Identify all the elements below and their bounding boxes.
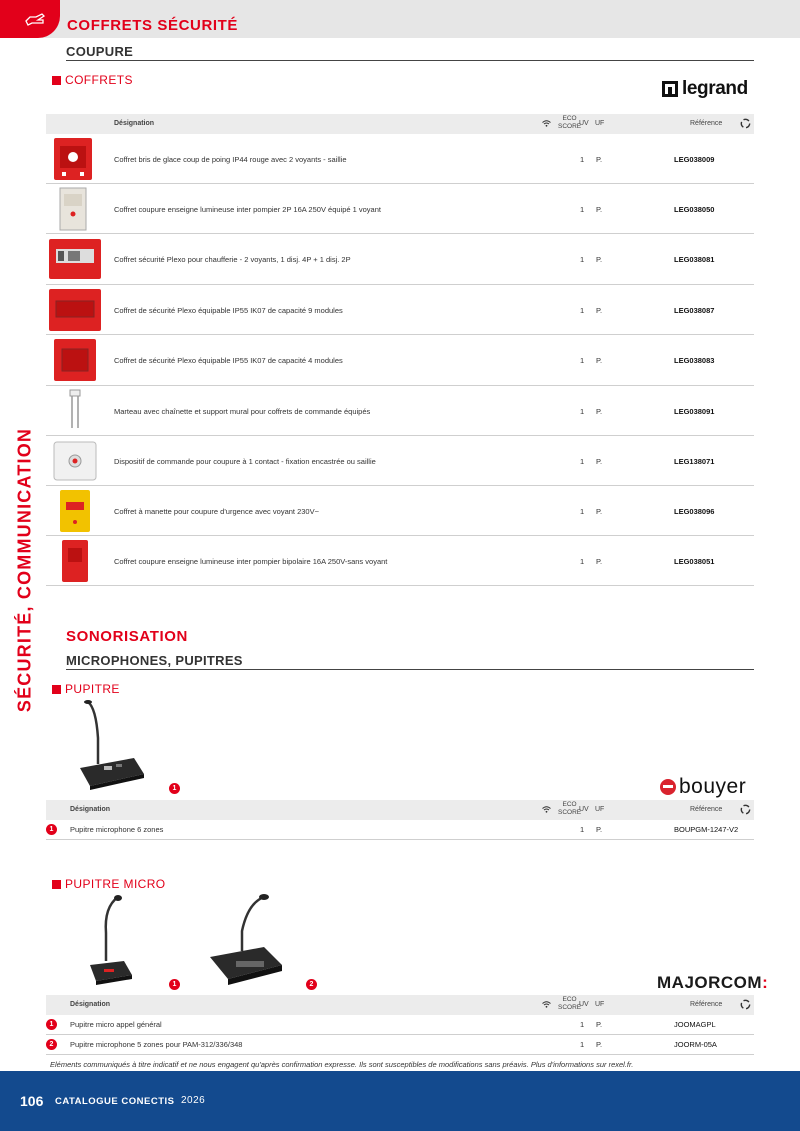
product-image-plexo-9-modules <box>48 287 102 333</box>
table-header-coffrets <box>46 114 754 134</box>
majorcom-logo: MAJORCOM: <box>657 973 769 992</box>
catalogue-name: CATALOGUE CONECTIS <box>55 1096 175 1107</box>
bouyer-mark-icon <box>660 779 676 795</box>
product-image-pupitre-5-zones <box>206 891 286 987</box>
col-eco-score: ECO SCORE <box>558 801 582 816</box>
product-image-dispositif-commande <box>48 438 102 484</box>
sidebar-category <box>10 420 40 720</box>
col-reference: Référence <box>690 1001 723 1008</box>
product-image-plexo-chaufferie <box>48 237 102 281</box>
row-marker: 1 <box>46 824 57 835</box>
table-row: Coffret coupure enseigne lumineuse inter pompier bipolaire 16A 250V-sans voyant 1 P. LEG038051 <box>46 536 754 586</box>
table-row: Coffret de sécurité Plexo équipable IP55 IK07 de capacité 4 modules 1 P. LEG038083 <box>46 335 754 386</box>
legrand-mark-icon <box>662 81 678 97</box>
square-bullet-icon <box>52 880 61 889</box>
recycle-icon <box>740 999 751 1010</box>
wifi-icon <box>542 806 551 813</box>
disclaimer-text: Eléments communiqués à titre indicatif et ne nous engagent qu'après confirmation expresse. Ils sont susceptibles de modifications sans préavis. Plus d'informations sur rexel.fr. <box>50 1060 634 1069</box>
section-title: COFFRETS SÉCURITÉ <box>67 17 239 34</box>
col-uf: UF <box>595 120 605 127</box>
product-image-marteau <box>48 388 102 434</box>
hand-icon <box>24 9 46 27</box>
col-uf: UF <box>595 1001 605 1008</box>
square-bullet-icon <box>52 76 61 85</box>
col-reference: Référence <box>690 806 723 813</box>
col-uv: UV <box>579 120 589 127</box>
category-coffrets: COFFRETS <box>52 73 133 87</box>
col-uv: UV <box>579 1001 589 1008</box>
col-eco-score: ECO SCORE <box>558 115 582 130</box>
product-marker-2: 2 <box>306 979 317 990</box>
col-uf: UF <box>595 806 605 813</box>
square-bullet-icon <box>52 685 61 694</box>
product-image-pupitre-appel-general <box>84 893 140 985</box>
table-header-pupitre <box>46 800 754 820</box>
col-eco-score: ECO SCORE <box>558 996 582 1011</box>
recycle-icon <box>740 118 751 129</box>
col-designation: Désignation <box>114 120 155 127</box>
page-footer <box>0 1071 800 1131</box>
col-designation: Désignation <box>70 806 111 813</box>
bouyer-logo: bouyer <box>660 775 746 799</box>
product-image-coffret-manette <box>48 488 102 534</box>
table-row: 2 Pupitre microphone 5 zones pour PAM-312/336/348 1 P. JOORM-05A <box>46 1035 754 1055</box>
table-row: Coffret sécurité Plexo pour chaufferie - 2 voyants, 1 disj. 4P + 1 disj. 2P 1 P. LEG038081 <box>46 234 754 285</box>
recycle-icon <box>740 804 751 815</box>
table-row: Coffret à manette pour coupure d'urgence avec voyant 230V~ 1 P. LEG038096 <box>46 486 754 536</box>
product-image-bris-de-glace <box>48 136 98 182</box>
row-marker: 2 <box>46 1039 57 1050</box>
col-designation: Désignation <box>70 1001 111 1008</box>
table-header-pupitre-micro <box>46 995 754 1015</box>
product-marker-1: 1 <box>169 979 180 990</box>
sidebar-label: SÉCURITÉ, COMMUNICATION <box>14 427 35 713</box>
table-row: Coffret coupure enseigne lumineuse inter pompier 2P 16A 250V équipé 1 voyant 1 P. LEG038050 <box>46 184 754 234</box>
table-row: Coffret de sécurité Plexo équipable IP55 IK07 de capacité 9 modules 1 P. LEG038087 <box>46 285 754 335</box>
category-pupitre-micro: PUPITRE MICRO <box>52 877 166 891</box>
product-image-coupure-bipolaire <box>48 538 102 584</box>
microphones-subtitle: MICROPHONES, PUPITRES <box>66 653 243 668</box>
page-number: 106 <box>20 1093 44 1109</box>
table-row: 1 Pupitre microphone 6 zones 1 P. BOUPGM-1247-V2 <box>46 820 754 840</box>
section-rule <box>66 60 754 61</box>
table-row: Coffret bris de glace coup de poing IP44 rouge avec 2 voyants - saillie 1 P. LEG038009 <box>46 134 754 184</box>
legrand-logo: legrand <box>662 78 748 100</box>
section-rule <box>66 669 754 670</box>
sonorisation-title: SONORISATION <box>66 628 188 645</box>
category-pupitre: PUPITRE <box>52 682 120 696</box>
wifi-icon <box>542 1001 551 1008</box>
product-image-pupitre-6-zones <box>74 698 146 790</box>
product-image-plexo-4-modules <box>48 337 102 383</box>
catalogue-year: 2026 <box>181 1095 206 1106</box>
row-marker: 1 <box>46 1019 57 1030</box>
col-uv: UV <box>579 806 589 813</box>
col-reference: Référence <box>690 120 723 127</box>
product-marker-1: 1 <box>169 783 180 794</box>
subsection-title: COUPURE <box>66 44 134 59</box>
product-image-coupure-enseigne <box>48 186 98 232</box>
table-row: 1 Pupitre micro appel général 1 P. JOOMAGPL <box>46 1015 754 1035</box>
wifi-icon <box>542 120 551 127</box>
table-row: Dispositif de commande pour coupure à 1 contact - fixation encastrée ou saillie 1 P. LEG138071 <box>46 436 754 486</box>
header-corner-tab <box>0 0 60 38</box>
table-row: Marteau avec chaînette et support mural pour coffrets de commande équipés 1 P. LEG038091 <box>46 386 754 436</box>
